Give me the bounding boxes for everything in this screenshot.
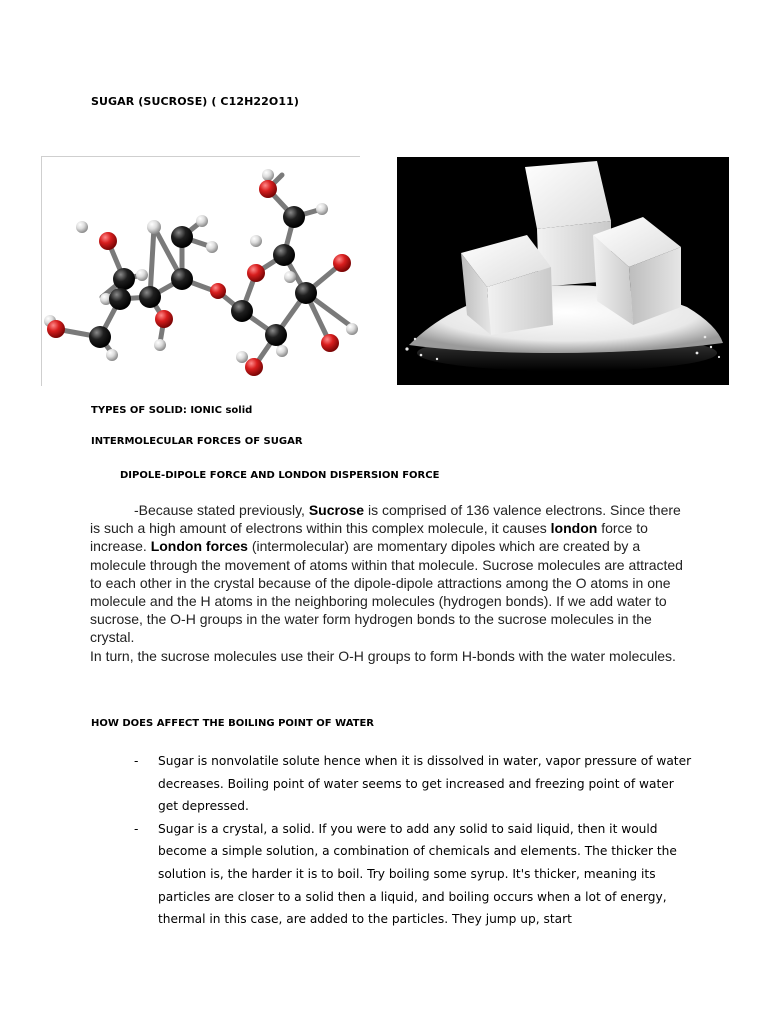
boiling-point-list	[134, 750, 694, 931]
types-of-solid-heading	[91, 405, 252, 416]
intermolecular-forces-heading: INTERMOLECULAR FORCES OF SUGAR	[91, 436, 303, 447]
types-of-solid-label: TYPES OF SOLID:	[91, 405, 187, 416]
intermolecular-paragraph	[90, 501, 690, 665]
list-item-text: Sugar is a crystal, a solid. If you were to add any solid to said liquid, then it would become a simple solution, a combination of chemicals and elements. The thicker the solution is, the harder it is to boil. Try boiling some syrup. It's thicker, meaning its particles are closer to a solid then a liquid, and boiling occurs when a lot of energy, thermal in this case, are added to the particles. They jump up, start	[158, 821, 677, 927]
para-bold-london-forces: London forces	[150, 538, 248, 555]
document-title: SUGAR (SUCROSE) ( C12H22O11)	[91, 95, 300, 108]
molecule-atoms	[44, 169, 358, 376]
boiling-point-heading: HOW DOES AFFECT THE BOILING POINT OF WATER	[91, 718, 375, 729]
list-item	[134, 750, 694, 818]
list-item-text: Sugar is nonvolatile solute hence when it is dissolved in water, vapor pressure of water decreases. Boiling point of water seems to get increased and freezing point of water get depressed.	[158, 754, 692, 814]
sugar-cubes-illustration	[397, 157, 729, 385]
para-text-2: In turn, the sucrose molecules use their O-H groups to form H-bonds with the water molecules.	[90, 647, 676, 664]
bullet-marker: -	[134, 754, 139, 768]
types-of-solid-value: IONIC solid	[190, 405, 253, 416]
para-text: (intermolecular) are momentary dipoles which are created by a molecule through the movement of atoms within that molecule. Sucrose molecules are attracted to each other in the crystal because of the dipole-dipole attractions among the O atoms in one molecule and the H atoms in the neighboring molecules (hydrogen bonds). If we add water to sucrose, the O-H groups in the water form hydrogen bonds to the sucrose molecules in the crystal.	[90, 538, 683, 646]
para-text: -Because stated previously,	[134, 502, 309, 518]
sucrose-molecule-diagram	[42, 157, 360, 386]
para-bold-sucrose: Sucrose	[308, 502, 365, 518]
para-text: force to increase.	[90, 520, 648, 555]
sugar-cubes-photo	[397, 157, 729, 385]
bullet-marker: -	[134, 821, 139, 836]
para-bold-london: london	[550, 520, 598, 537]
list-item	[134, 818, 694, 931]
para-text: is comprised of 136 valence electrons. Since there is such a high amount of electrons within this complex molecule, it causes	[90, 502, 681, 537]
sucrose-molecule-figure	[41, 156, 360, 386]
dipole-london-heading: DIPOLE-DIPOLE FORCE AND LONDON DISPERSION FORCE	[120, 470, 440, 481]
